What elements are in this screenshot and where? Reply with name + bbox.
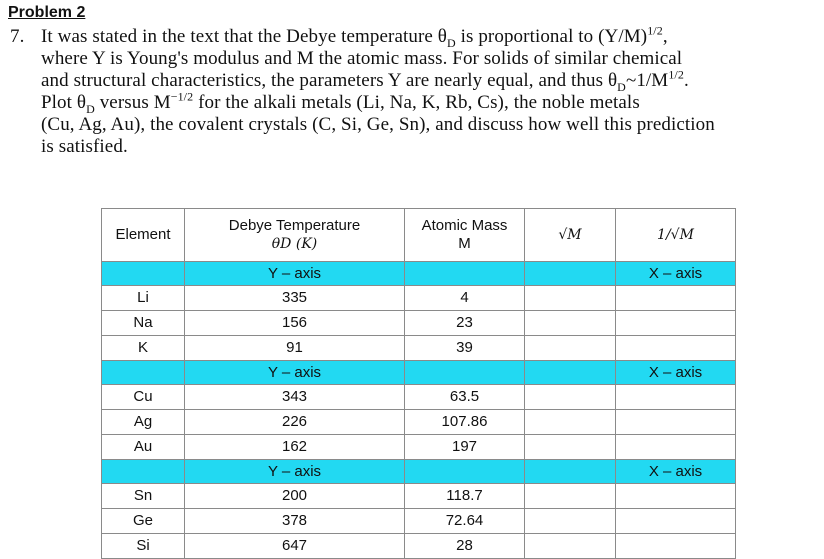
cell-mass: 107.86	[405, 410, 525, 435]
table-header-row	[102, 209, 736, 262]
problem-line-6: is satisfied.	[41, 136, 128, 157]
cell-mass: 197	[405, 435, 525, 460]
cell-inv-sqrt-m	[616, 410, 736, 435]
table-row	[102, 484, 736, 509]
cell-inv-sqrt-m	[616, 484, 736, 509]
cell-mass: 28	[405, 534, 525, 559]
header-debye	[185, 209, 405, 262]
header-inv-sqrt-m: 1/√M	[616, 209, 736, 262]
table-row	[102, 385, 736, 410]
cell-debye: 91	[185, 336, 405, 361]
cell-sqrt-m	[525, 509, 616, 534]
table-row	[102, 534, 736, 559]
axis-cell-element	[102, 361, 185, 385]
axis-row	[102, 460, 736, 484]
axis-cell-element	[102, 460, 185, 484]
cell-element: Na	[102, 311, 185, 336]
cell-mass: 4	[405, 286, 525, 311]
table-row	[102, 435, 736, 460]
problem-line-4: Plot $\theta_D$ versus $M^{-1/2}$ for the alkali metals (Li, Na, K, Rb, Cs), the noble metals	[41, 89, 640, 116]
axis-cell-sqrt	[525, 460, 616, 484]
cell-sqrt-m	[525, 410, 616, 435]
cell-sqrt-m	[525, 534, 616, 559]
axis-cell-x: X – axis	[616, 460, 736, 484]
cell-mass: 72.64	[405, 509, 525, 534]
axis-cell-mass	[405, 262, 525, 286]
problem-line-3: and structural characteristics, the parameters Y are nearly equal, and thus $\theta_D\sim 1/M^{1/2}$.	[41, 67, 689, 94]
cell-inv-sqrt-m	[616, 534, 736, 559]
cell-inv-sqrt-m	[616, 385, 736, 410]
cell-debye: 335	[185, 286, 405, 311]
axis-cell-element	[102, 262, 185, 286]
problem-line-1: It was stated in the text that the Debye temperature $\theta_D$ is proportional to $(Y/M)^{1/2}$,	[41, 23, 668, 50]
cell-element: Si	[102, 534, 185, 559]
cell-element: Sn	[102, 484, 185, 509]
axis-cell-y: Y – axis	[185, 361, 405, 385]
cell-sqrt-m	[525, 336, 616, 361]
cell-inv-sqrt-m	[616, 509, 736, 534]
table-row	[102, 311, 736, 336]
cell-element: Li	[102, 286, 185, 311]
cell-debye: 162	[185, 435, 405, 460]
cell-inv-sqrt-m	[616, 336, 736, 361]
cell-mass: 23	[405, 311, 525, 336]
axis-cell-sqrt	[525, 361, 616, 385]
cell-debye: 378	[185, 509, 405, 534]
cell-debye: 226	[185, 410, 405, 435]
header-mass-symbol: M	[458, 235, 471, 252]
table-row	[102, 336, 736, 361]
axis-cell-x: X – axis	[616, 361, 736, 385]
cell-sqrt-m	[525, 385, 616, 410]
cell-element: Ge	[102, 509, 185, 534]
cell-debye: 156	[185, 311, 405, 336]
header-sqrt-m: √M	[525, 209, 616, 262]
cell-debye: 343	[185, 385, 405, 410]
cell-element: K	[102, 336, 185, 361]
header-mass	[405, 209, 525, 262]
axis-cell-x: X – axis	[616, 262, 736, 286]
cell-element: Cu	[102, 385, 185, 410]
cell-inv-sqrt-m	[616, 435, 736, 460]
axis-row	[102, 262, 736, 286]
header-debye-title: Debye Temperature	[228, 217, 361, 234]
problem-line-2: where Y is Young's modulus and M the atomic mass. For solids of similar chemical	[41, 48, 683, 69]
problem-number: 7.	[10, 26, 25, 47]
cell-mass: 118.7	[405, 484, 525, 509]
cell-mass: 63.5	[405, 385, 525, 410]
problem-heading: Problem 2	[8, 4, 86, 21]
axis-cell-y: Y – axis	[185, 460, 405, 484]
cell-sqrt-m	[525, 484, 616, 509]
cell-sqrt-m	[525, 311, 616, 336]
header-element: Element	[102, 209, 185, 262]
cell-debye: 200	[185, 484, 405, 509]
table-row	[102, 410, 736, 435]
axis-cell-mass	[405, 361, 525, 385]
cell-inv-sqrt-m	[616, 311, 736, 336]
axis-cell-mass	[405, 460, 525, 484]
axis-cell-sqrt	[525, 262, 616, 286]
table-row	[102, 509, 736, 534]
cell-sqrt-m	[525, 435, 616, 460]
header-debye-unit: θD (K)	[271, 236, 318, 252]
header-mass-title: Atomic Mass	[421, 217, 508, 234]
cell-inv-sqrt-m	[616, 286, 736, 311]
problem-line-5: (Cu, Ag, Au), the covalent crystals (C, Si, Ge, Sn), and discuss how well this prediction	[41, 114, 715, 135]
table-row	[102, 286, 736, 311]
cell-element: Au	[102, 435, 185, 460]
axis-cell-y: Y – axis	[185, 262, 405, 286]
cell-debye: 647	[185, 534, 405, 559]
axis-row	[102, 361, 736, 385]
cell-mass: 39	[405, 336, 525, 361]
cell-sqrt-m	[525, 286, 616, 311]
debye-data-table	[101, 208, 736, 559]
cell-element: Ag	[102, 410, 185, 435]
